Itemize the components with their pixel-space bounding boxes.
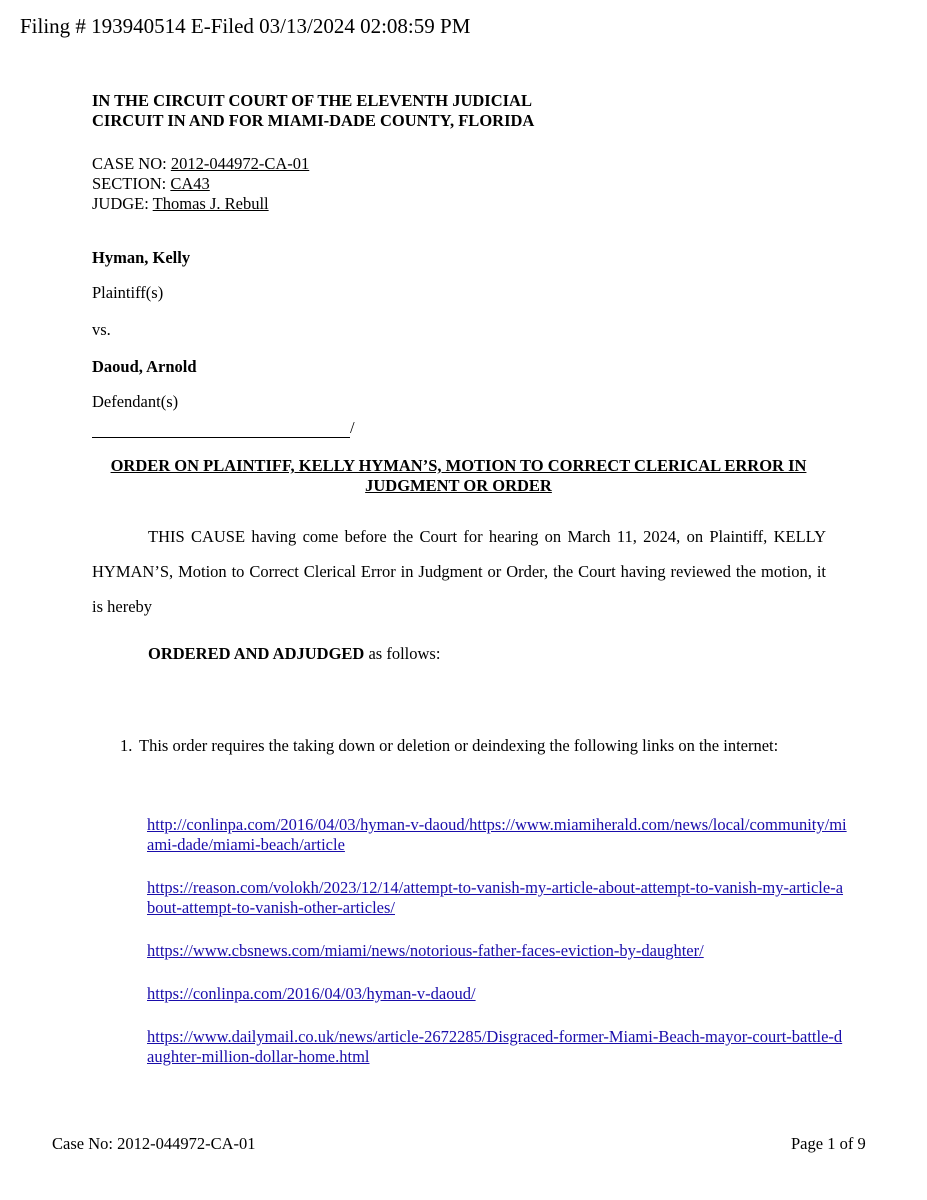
intro-paragraph: THIS CAUSE having come before the Court for hearing on March 11, 2024, on Plaintiff, KELLY HYMAN’S, Motion to Correct Clerical Error in Judgment or Order, the Court having reviewed the motion, it is hereby xyxy=(92,527,826,616)
judge-row xyxy=(92,194,309,214)
list-item-text: This order requires the taking down or deletion or deindexing the following links on the internet: xyxy=(139,736,779,755)
link-cbsnews[interactable]: https://www.cbsnews.com/miami/news/notorious-father-faces-eviction-by-daughter/ xyxy=(147,941,704,960)
order-title: ORDER ON PLAINTIFF, KELLY HYMAN’S, MOTION TO CORRECT CLERICAL ERROR IN JUDGMENT OR ORDER xyxy=(110,456,807,495)
plaintiff-role: Plaintiff(s) xyxy=(92,283,164,302)
link-reason-volokh[interactable]: https://reason.com/volokh/2023/12/14/attempt-to-vanish-my-article-about-attempt-to-vanish-my-article-about-attempt-to-vanish-other-articles/ xyxy=(147,878,844,917)
plaintiff-name: Hyman, Kelly xyxy=(92,248,191,267)
link-conlinpa-miamiherald[interactable]: http://conlinpa.com/2016/04/03/hyman-v-daoud/https://www.miamiherald.com/news/local/community/miami-dade/miami-beach/article xyxy=(147,815,847,854)
section-value: CA43 xyxy=(170,174,210,193)
case-number-row xyxy=(92,154,309,174)
case-number-value: 2012-044972-CA-01 xyxy=(170,154,310,173)
link-list xyxy=(147,815,847,1090)
section-label: SECTION: xyxy=(92,174,171,193)
court-heading xyxy=(92,91,534,131)
section-row xyxy=(92,174,309,194)
list-item xyxy=(120,728,827,763)
signature-line xyxy=(92,418,355,438)
defendant-role: Defendant(s) xyxy=(92,392,179,411)
case-number-label: CASE NO: xyxy=(92,154,171,173)
filing-header: Filing # 193940514 E-Filed 03/13/2024 02:08:59 PM xyxy=(20,14,471,38)
ordered-line xyxy=(148,644,440,664)
versus-text: vs. xyxy=(92,320,111,339)
court-heading-line-1: IN THE CIRCUIT COURT OF THE ELEVENTH JUDICIAL xyxy=(92,91,532,110)
footer-case-number: Case No: 2012-044972-CA-01 xyxy=(52,1134,256,1153)
ordered-bold: ORDERED AND ADJUDGED xyxy=(148,644,365,663)
case-info xyxy=(92,154,309,214)
judge-label: JUDGE: xyxy=(92,194,153,213)
signature-slash: / xyxy=(350,418,355,437)
footer-page-number: Page 1 of 9 xyxy=(791,1134,866,1153)
defendant-name: Daoud, Arnold xyxy=(92,357,197,376)
ordered-rest: as follows: xyxy=(364,644,441,663)
signature-rule xyxy=(92,419,350,438)
court-heading-line-2: CIRCUIT IN AND FOR MIAMI-DADE COUNTY, FLORIDA xyxy=(92,111,535,130)
list-item-number: 1. xyxy=(120,736,133,755)
judge-value: Thomas J. Rebull xyxy=(152,194,269,213)
link-conlinpa[interactable]: https://conlinpa.com/2016/04/03/hyman-v-daoud/ xyxy=(147,984,476,1003)
link-dailymail[interactable]: https://www.dailymail.co.uk/news/article-2672285/Disgraced-former-Miami-Beach-mayor-court-battle-daughter-million-dollar-home.html xyxy=(147,1027,843,1066)
